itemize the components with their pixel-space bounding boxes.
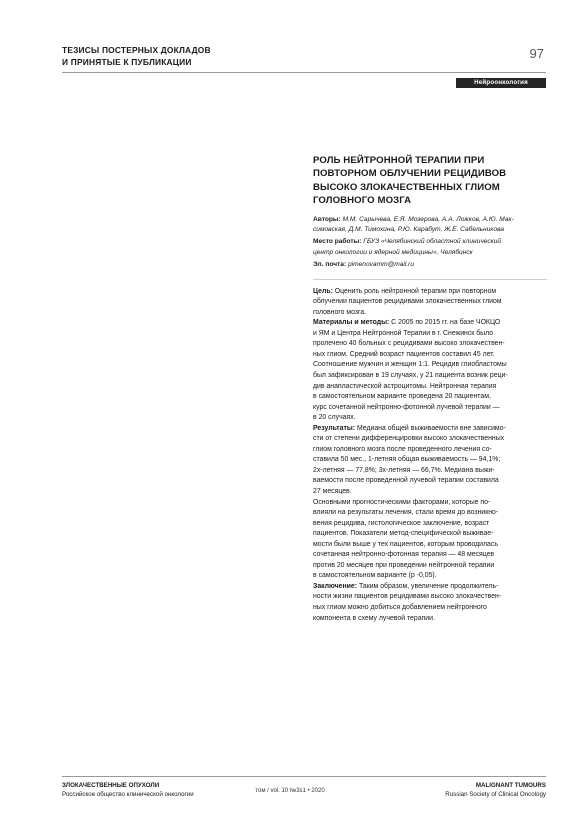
conclusion-text: ных глиом можно добиться добавлением нейтронного (313, 604, 487, 611)
methods-text: курс сочетанной нейтронно-фотонной лучевой терапии — (313, 403, 500, 411)
results-text: глиом головного мозга после проведенного лечения со- (313, 445, 492, 453)
footer-journal-title-ru: ЗЛОКАЧЕСТВЕННЫЕ ОПУХОЛИ (62, 782, 160, 789)
footer-divider (62, 776, 546, 777)
workplace-text: ГБУЗ «Челябинский областной клинический (361, 238, 502, 246)
factors-text: влияли на результаты лечения, стали время до возникно- (313, 509, 499, 517)
results-text: сти от степени дифференцировки высоко злокачественных (313, 435, 505, 443)
aim-text: облучении пациентов рецидивами злокачественных глиом (313, 298, 502, 306)
footer-journal-title-en: MALIGNANT TUMOURS (475, 782, 546, 789)
results-text: Медиана общей выживаемости вне зависимо- (355, 424, 506, 432)
journal-section-title-line: И ПРИНЯТЫЕ К ПУБЛИКАЦИИ (62, 57, 192, 67)
abstract-body (313, 287, 547, 625)
methods-text: пролечено 40 больных с рецидивами высоко злокачествен- (313, 340, 505, 348)
page-number: 97 (529, 46, 544, 61)
aim-text: Оценить роль нейтронной терапии при повторном (332, 287, 497, 295)
email-address: pimenovamm@mail.ru (346, 261, 415, 268)
factors-text: в самостоятельном варианте (p -0,05). (313, 572, 437, 580)
conclusion-text: компонента в схему лучевой терапии. (313, 614, 435, 622)
section-tag: Нейроонкология (456, 78, 546, 88)
aim-label: Цель: (313, 287, 333, 295)
authors-text: симовская, Д.М. Тимохина, Р.Ю. Карабут, Ж.Е. Сабельникова (313, 226, 505, 234)
results-paragraph (313, 424, 547, 498)
aim-text: головного мозга. (313, 308, 367, 316)
factors-text: вения рецидива, гистологическое заключение, возраст (313, 519, 490, 527)
article-title (313, 154, 547, 208)
methods-text: был зафиксирован в 19 случаях, у 21 пациента возник реци- (313, 371, 508, 379)
article (313, 154, 547, 624)
results-label: Результаты: (313, 424, 356, 432)
factors-text: пациентов. Показатели метод-специфической выживае- (313, 530, 494, 538)
methods-text: ных глиом. Средний возраст пациентов составил 45 лет. (313, 350, 495, 358)
factors-text: Основными прогностическими факторами, которые по- (313, 498, 491, 506)
methods-text: и ЯМ и Центра Нейтронной Терапии в г. Снежинск было (313, 329, 494, 337)
email-label: Эл. почта: (313, 261, 347, 268)
results-text: ваемости после проведенной лучевой терапии составила (313, 477, 499, 485)
methods-text: в 20 случаях. (313, 414, 356, 422)
methods-text: Соотношение мужчин и женщин 1:1. Рецидив глиобластомы (313, 361, 507, 369)
article-title-line: ПОВТОРНОМ ОБЛУЧЕНИИ РЕЦИДИВОВ (313, 168, 507, 180)
workplace-text: центр онкологии и ядерной медицины», Челябинск (313, 248, 473, 256)
workplace-label: Место работы: (313, 238, 362, 246)
methods-text: див анапластической астроцитомы. Нейтронная терапия (313, 382, 497, 390)
factors-text: против 20 месяцев при проведении нейтронной терапии (313, 561, 495, 569)
journal-section-title-line: ТЕЗИСЫ ПОСТЕРНЫХ ДОКЛАДОВ (62, 45, 211, 55)
article-meta (313, 215, 547, 271)
conclusion-label: Заключение: (313, 582, 358, 590)
footer-society-en: Russian Society of Clinical Oncology (445, 790, 546, 798)
results-text: ставила 50 мес., 1-летняя общая выживаемость — 94,1%; (313, 456, 501, 464)
conclusion-text: ности жизни пациентов рецидивами высоко злокачествен- (313, 593, 502, 601)
footer-society-ru: Российское общество клинической онкологии (62, 790, 194, 798)
methods-text: в самостоятельном варианте проведена 20 пациентам, (313, 393, 491, 401)
factors-paragraph (313, 498, 547, 582)
meta-divider (313, 279, 547, 280)
results-text: 27 месяцев. (313, 487, 352, 495)
footer-volume: том / vol. 10 №3s1 • 2020 (255, 788, 325, 794)
conclusion-paragraph (313, 582, 547, 624)
methods-text: С 2005 по 2015 гг. на базе ЧОКЦО (389, 319, 501, 327)
conclusion-text: Таким образом, увеличение продолжитель- (357, 582, 499, 590)
methods-label: Материалы и методы: (313, 319, 390, 327)
header-divider (62, 72, 546, 73)
article-title-line: РОЛЬ НЕЙТРОННОЙ ТЕРАПИИ ПРИ (313, 155, 485, 166)
journal-section-title (62, 44, 211, 68)
factors-text: мости были выше у тех пациентов, которым проводилась (313, 540, 498, 548)
methods-paragraph (313, 318, 547, 423)
aim-paragraph (313, 287, 547, 319)
factors-text: сочетанная нейтронно-фотонная терапия — 48 месяцев (313, 551, 495, 559)
footer-journal-en (445, 782, 546, 799)
article-title-line: ВЫСОКО ЗЛОКАЧЕСТВЕННЫХ ГЛИОМ (313, 181, 500, 193)
authors-label: Авторы: (313, 215, 341, 223)
article-title-line: ГОЛОВНОГО МОЗГА (313, 195, 412, 207)
results-text: 2х-летняя — 77,8%; 3х-летняя — 66,7%. Медиана выжи- (313, 466, 495, 474)
authors-text: М.М. Сарычева, Е.Я. Мозерова, А.А. Ложков, А.Ю. Мак- (340, 215, 514, 223)
